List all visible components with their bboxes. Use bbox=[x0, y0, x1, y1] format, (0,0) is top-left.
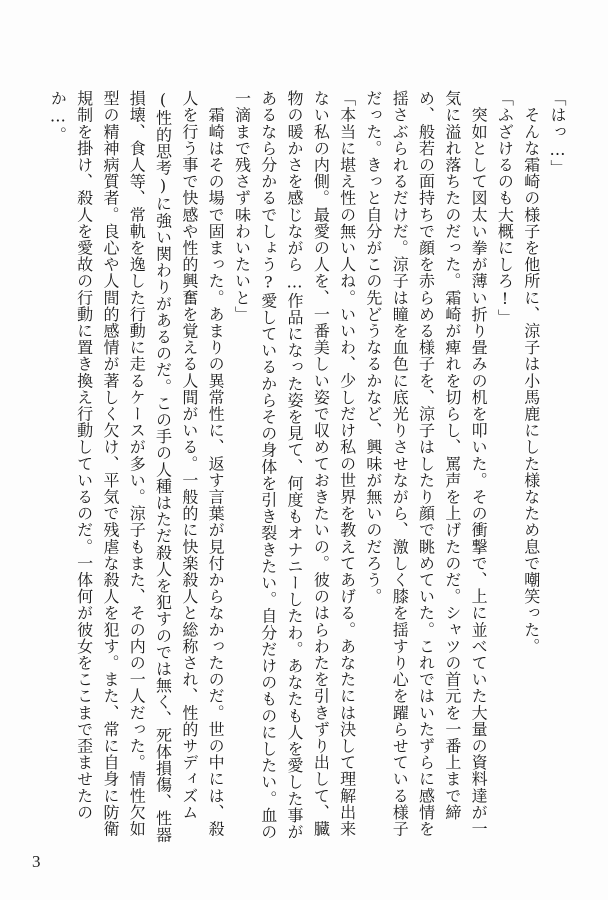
paragraph: 「ふざけるのも大概にしろ!」 bbox=[495, 90, 515, 326]
paragraph: 「はっ…」 bbox=[548, 90, 567, 176]
paragraph: 「本当に堪え性の無い人ね。いいわ、少しだけ私の世界を教えてあげる。あなたには決して理解出来ない私の内側。最愛の人を、一番美しい姿で収めておきたいの。彼のはらわたを引きずり出して、臓物の暖かさを感じながら…作品になった姿を見て、何度もオナニーしたわ。あなたも人を愛した事があるなら分かるでしょう?愛しているからその身体を引き裂きたい。自分だけのものにしたい。血の一滴まで残さず味わいたいと」 bbox=[232, 90, 357, 840]
paragraph: そんな霜崎の様子を他所に、涼子は小馬鹿にした様なため息で嘲笑った。 bbox=[521, 90, 541, 655]
paragraph: 霜崎はその場で固まった。あまりの異常性に、返す言葉が見付からなかったのだ。世の中には、殺人を行う事で快感や性的興奮を覚える人間がいる。一般的に快楽殺人と総称され、性的サディズム(性的思考)に強い関わりがあるのだ。この手の人種はただ殺人を犯すのでは無く、死体損傷、性器損壊、食人等、常軌を逸した行動に走るケースが多い。涼子もまた、その内の一人だった。情性欠如型の精神病質者。良心や人間的感情が著しく欠け、平気で残虐な殺人を犯す。また、常に自身に防衛規制を掛け、殺人を愛故の行動に置き換え行動しているのだ。一体何が彼女をここまで歪ませたのか…。 bbox=[48, 90, 226, 843]
vertical-text-body bbox=[44, 90, 570, 850]
paragraph: 突如として図太い拳が薄い折り畳みの机を叩いた。その衝撃で、上に並べていた大量の資料達が一気に溢れ落ちたのだった。霜崎が痺れを切らし、罵声を上げたのだ。シャツの首元を一番上まで締め、般若の面持ちで顔を赤らめる様子を、涼子はしたり顔で眺めていた。これではいたずらに感情を揺さぶられるだけだ。涼子は瞳を血色に底光りさせながら、激しく膝を揺すり心を躍らせている様子だった。きっと自分がこの先どうなるかなど、興味が無いのだろう。 bbox=[363, 90, 489, 837]
page-number: 3 bbox=[32, 852, 41, 871]
